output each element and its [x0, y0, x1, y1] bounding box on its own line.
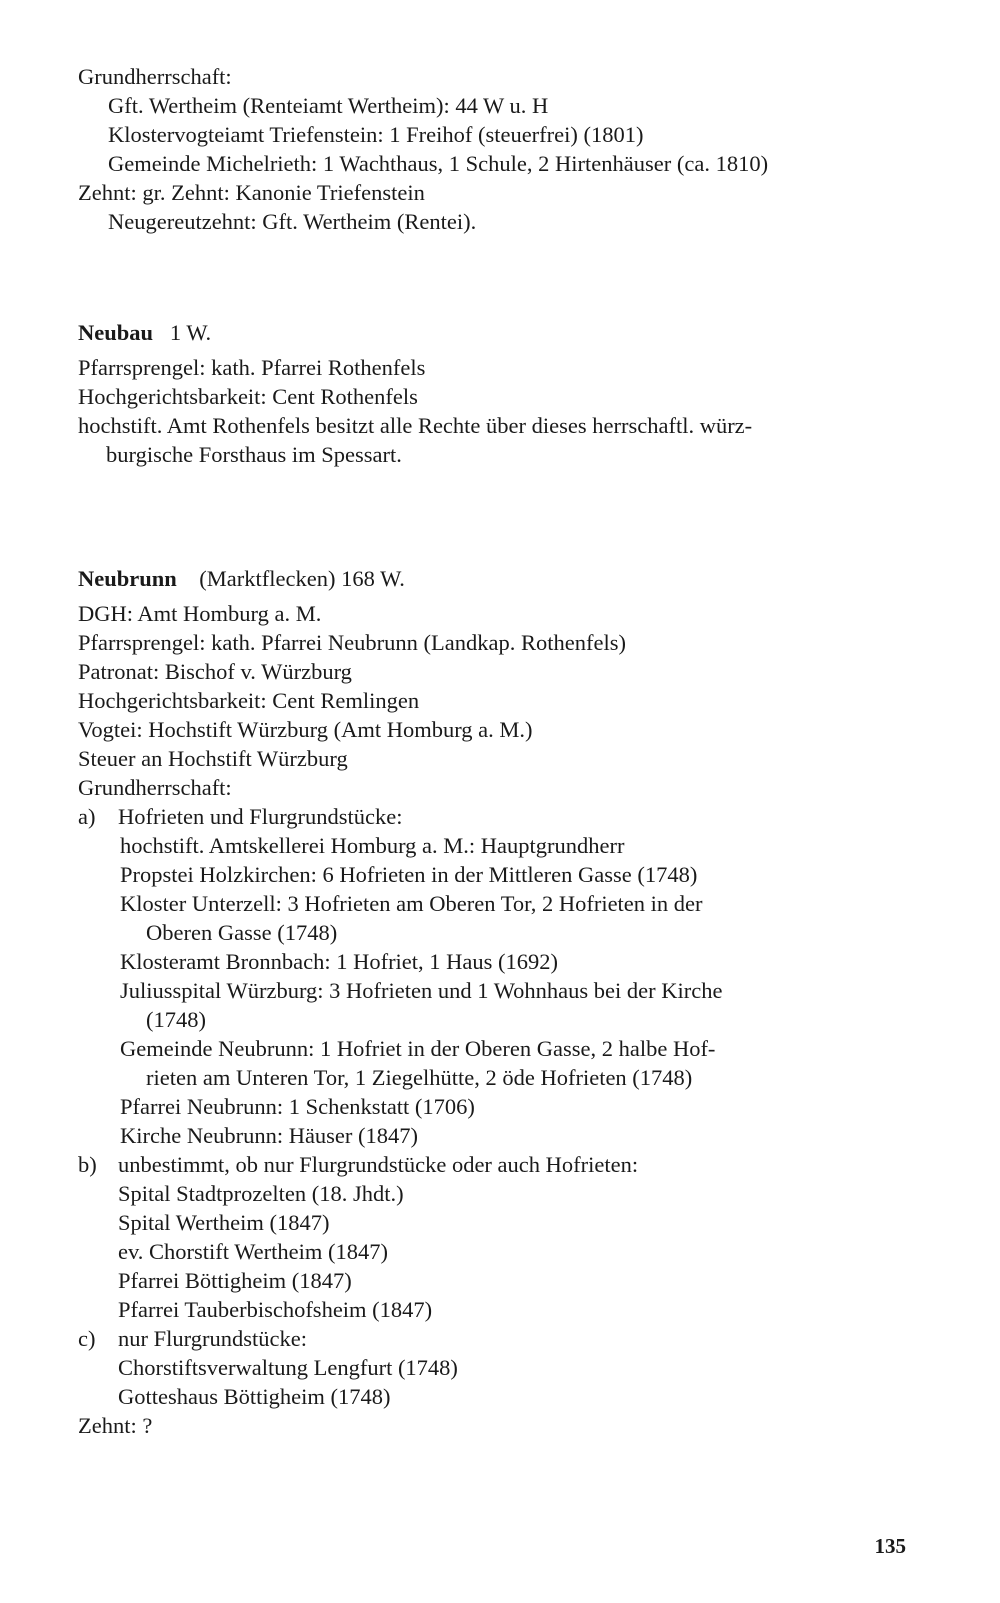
entry-line: Gemeinde Michelrieth: 1 Wachthaus, 1 Schule, 2 Hirtenhäuser (ca. 1810): [108, 151, 769, 176]
list-item-cont: Oberen Gasse (1748): [146, 920, 338, 945]
list-marker: a): [78, 804, 96, 829]
document-page: [78, 62, 948, 1440]
entry-line: Patronat: Bischof v. Würzburg: [78, 659, 352, 684]
list-item: Pfarrei Tauberbischofsheim (1847): [118, 1297, 433, 1322]
list-item: Chorstiftsverwaltung Lengfurt (1748): [118, 1355, 458, 1380]
entry-note: hochstift. Amt Rothenfels besitzt alle Rechte über dieses herrschaftl. würz-: [78, 413, 753, 438]
page-number: 135: [874, 1534, 906, 1558]
list-item: ev. Chorstift Wertheim (1847): [118, 1239, 389, 1264]
place-name: Neubrunn: [78, 566, 177, 591]
entry-line: Vogtei: Hochstift Würzburg (Amt Homburg a. M.): [78, 717, 533, 742]
entry-line: DGH: Amt Homburg a. M.: [78, 601, 322, 626]
list-item-cont: (1748): [146, 1007, 206, 1032]
list-item: Gotteshaus Böttigheim (1748): [118, 1384, 391, 1409]
section-a: [78, 802, 948, 1150]
list-item: Kirche Neubrunn: Häuser (1847): [120, 1123, 419, 1148]
neubau-entry: [78, 318, 948, 469]
entry-line: Steuer an Hochstift Würzburg: [78, 746, 348, 771]
list-item: Kloster Unterzell: 3 Hofrieten am Oberen Tor, 2 Hofrieten in der: [120, 891, 703, 916]
list-item: Pfarrei Neubrunn: 1 Schenkstatt (1706): [120, 1094, 475, 1119]
place-count: 1 W.: [169, 320, 212, 345]
list-item: Pfarrei Böttigheim (1847): [118, 1268, 352, 1293]
section-label: Grundherrschaft:: [78, 64, 232, 89]
list-item: Gemeinde Neubrunn: 1 Hofriet in der Oberen Gasse, 2 halbe Hof-: [120, 1036, 716, 1061]
entry-line: Gft. Wertheim (Renteiamt Wertheim): 44 W u. H: [108, 93, 549, 118]
entry-line: Klostervogteiamt Triefenstein: 1 Freihof (steuerfrei) (1801): [108, 122, 644, 147]
place-name: Neubau: [78, 320, 154, 345]
section-title: Hofrieten und Flurgrundstücke:: [118, 804, 403, 829]
zehnt-sub-line: Neugereutzehnt: Gft. Wertheim (Rentei).: [108, 209, 477, 234]
zehnt-line: Zehnt: gr. Zehnt: Kanonie Triefenstein: [78, 180, 425, 205]
section-title: unbestimmt, ob nur Flurgrundstücke oder auch Hofrieten:: [118, 1152, 639, 1177]
entry-heading: [78, 564, 948, 593]
list-item: Spital Wertheim (1847): [118, 1210, 330, 1235]
entry-note-cont: burgische Forsthaus im Spessart.: [106, 442, 402, 467]
list-item-cont: rieten am Unteren Tor, 1 Ziegelhütte, 2 öde Hofrieten (1748): [146, 1065, 693, 1090]
entry-line: Pfarrsprengel: kath. Pfarrei Rothenfels: [78, 355, 426, 380]
list-marker: b): [78, 1152, 97, 1177]
entry-line: Hochgerichtsbarkeit: Cent Rothenfels: [78, 384, 418, 409]
list-item: Juliusspital Würzburg: 3 Hofrieten und 1 Wohnhaus bei der Kirche: [120, 978, 723, 1003]
entry-line: Grundherrschaft:: [78, 775, 232, 800]
entry-line: Pfarrsprengel: kath. Pfarrei Neubrunn (Landkap. Rothenfels): [78, 630, 626, 655]
entry-heading: [78, 318, 948, 347]
list-marker: c): [78, 1326, 96, 1351]
neubrunn-entry: [78, 564, 948, 1440]
section-b: [78, 1150, 948, 1324]
section-title: nur Flurgrundstücke:: [118, 1326, 307, 1351]
entry-line: Hochgerichtsbarkeit: Cent Remlingen: [78, 688, 420, 713]
section-c: [78, 1324, 948, 1411]
grundherrschaft-block: [78, 62, 948, 236]
list-item: Propstei Holzkirchen: 6 Hofrieten in der Mittleren Gasse (1748): [120, 862, 698, 887]
place-count: (Marktflecken) 168 W.: [199, 566, 405, 591]
list-item: hochstift. Amtskellerei Homburg a. M.: Hauptgrundherr: [120, 833, 625, 858]
list-item: Spital Stadtprozelten (18. Jhdt.): [118, 1181, 404, 1206]
zehnt-line: Zehnt: ?: [78, 1413, 153, 1438]
list-item: Klosteramt Bronnbach: 1 Hofriet, 1 Haus (1692): [120, 949, 559, 974]
